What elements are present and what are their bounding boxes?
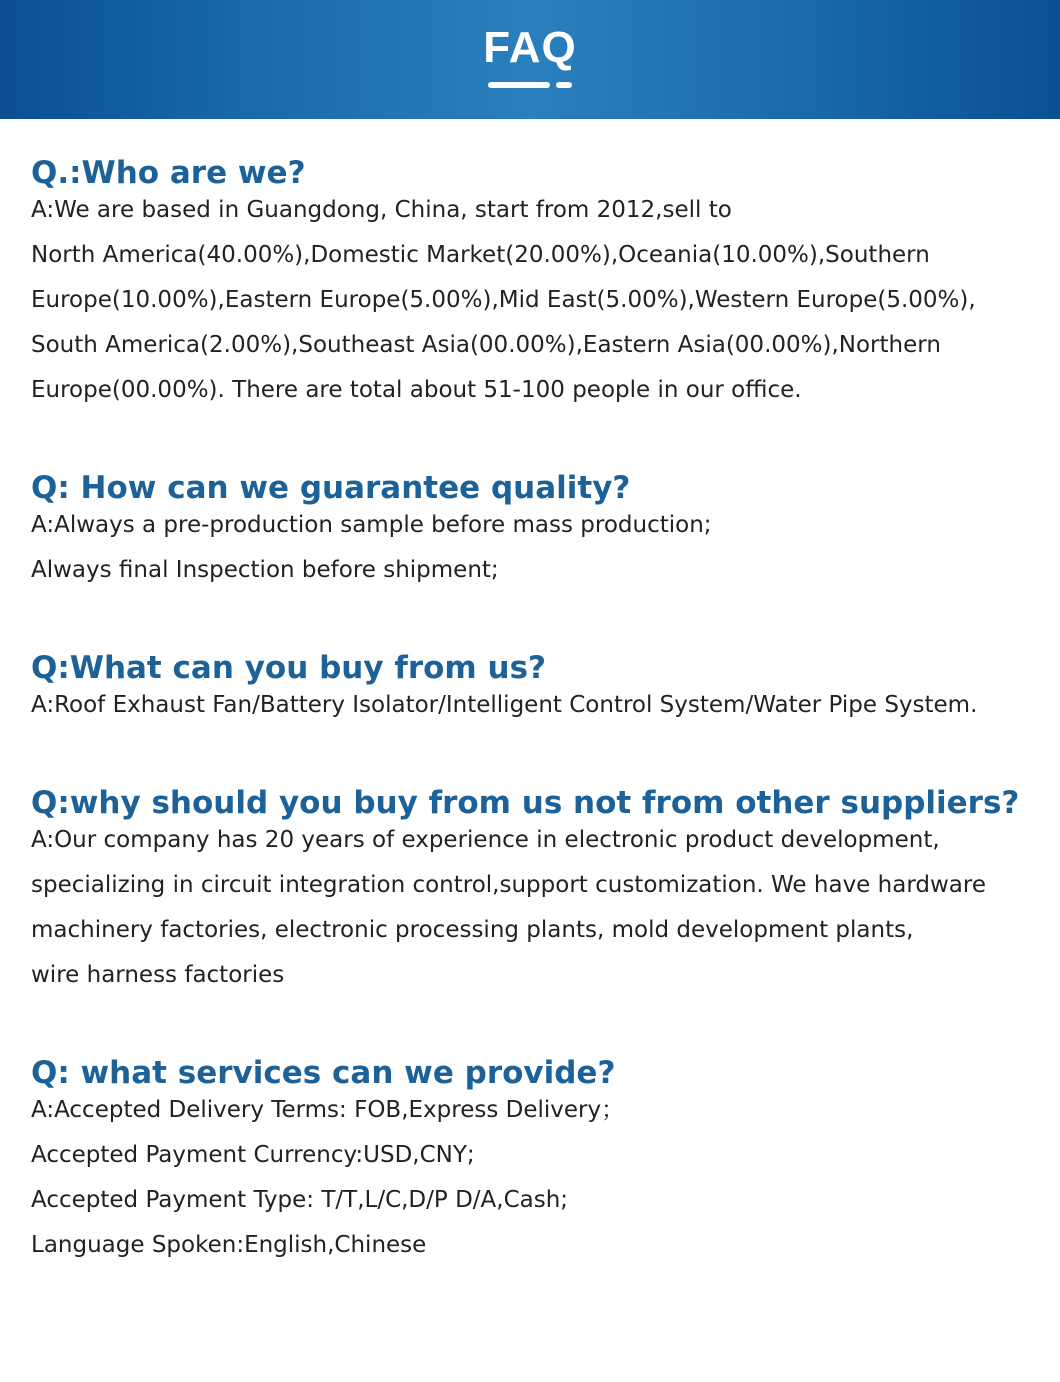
faq-answer-line: Always final Inspection before shipment; [31, 557, 499, 583]
faq-answer-line: specializing in circuit integration control,support customization. We have hardware [31, 872, 986, 898]
page-title: FAQ [483, 23, 577, 72]
faq-answer-line: Accepted Payment Currency:USD,CNY; [31, 1142, 475, 1168]
faq-answer-line: Accepted Payment Type: T/T,L/C,D/P D/A,Cash; [31, 1187, 569, 1213]
faq-question: Q: How can we guarantee quality? [31, 470, 631, 506]
faq-question: Q.:Who are we? [31, 155, 306, 191]
faq-answer-line: A:Roof Exhaust Fan/Battery Isolator/Intelligent Control System/Water Pipe System. [31, 692, 978, 718]
faq-item-services [31, 1054, 1051, 1268]
faq-answer-line: A:Accepted Delivery Terms: FOB,Express Delivery； [31, 1097, 625, 1123]
title-underline-short [556, 82, 572, 88]
faq-item-who-are-we [31, 154, 1051, 413]
faq-question: Q:What can you buy from us? [31, 650, 546, 686]
faq-answer-line: Europe(10.00%),Eastern Europe(5.00%),Mid East(5.00%),Western Europe(5.00%), [31, 287, 976, 313]
faq-item-quality [31, 469, 1051, 593]
faq-answer-line: machinery factories, electronic processing plants, mold development plants, [31, 917, 914, 943]
faq-question: Q: what services can we provide? [31, 1055, 616, 1091]
faq-answer-line: wire harness factories [31, 962, 285, 988]
faq-question: Q:why should you buy from us not from other suppliers? [31, 785, 1020, 821]
title-underline-long [488, 82, 550, 88]
faq-answer-line: Europe(00.00%). There are total about 51-100 people in our office. [31, 377, 802, 403]
faq-answer-line: South America(2.00%),Southeast Asia(00.00%),Eastern Asia(00.00%),Northern [31, 332, 941, 358]
faq-answer-line: A:We are based in Guangdong, China, start from 2012,sell to [31, 197, 732, 223]
faq-answer-line: A:Our company has 20 years of experience in electronic product development, [31, 827, 940, 853]
faq-item-why-us [31, 784, 1051, 998]
faq-item-what-to-buy [31, 649, 1051, 728]
faq-header-banner [0, 0, 1060, 119]
faq-answer-line: North America(40.00%),Domestic Market(20.00%),Oceania(10.00%),Southern [31, 242, 930, 268]
faq-answer-line: A:Always a pre-production sample before mass production; [31, 512, 712, 538]
faq-answer-line: Language Spoken:English,Chinese [31, 1232, 427, 1258]
